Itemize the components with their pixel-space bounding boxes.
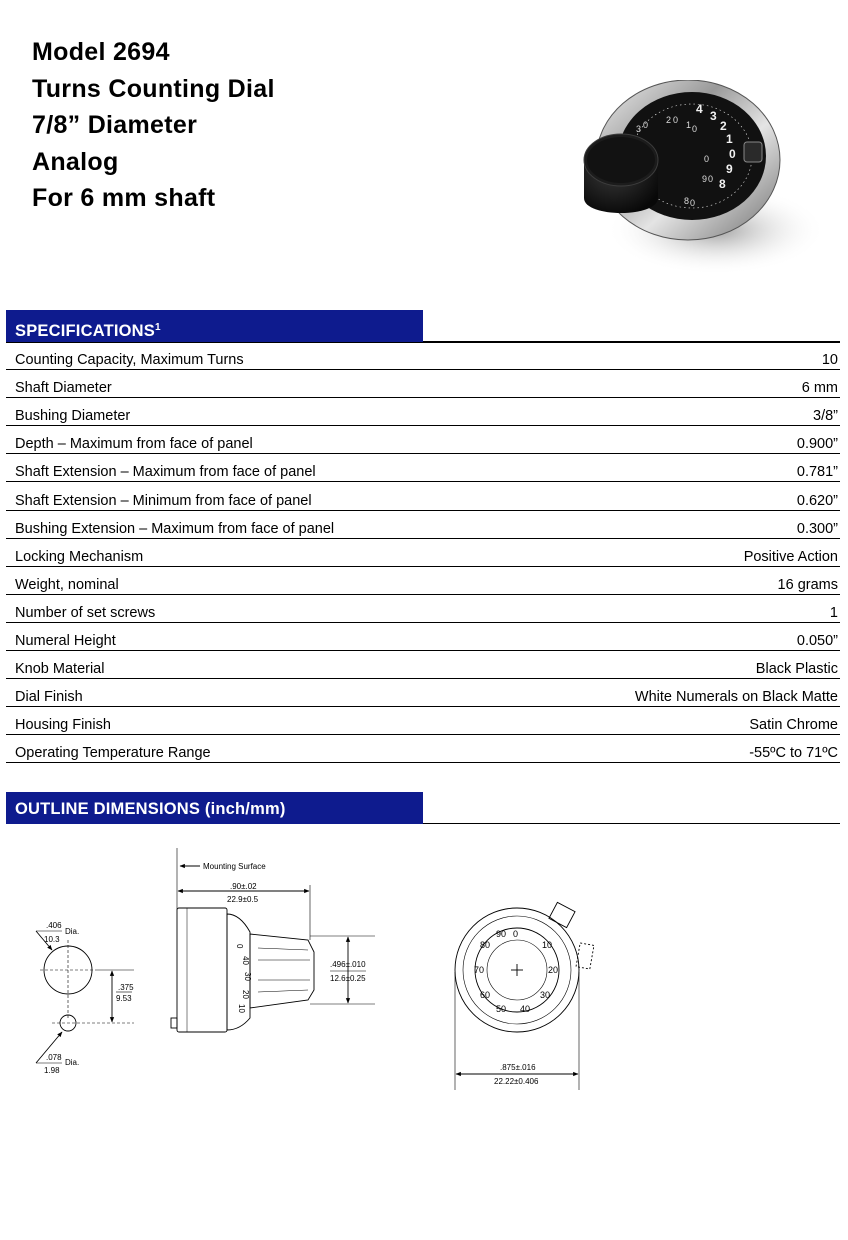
spec-label: Weight, nominal: [15, 576, 119, 593]
table-row: [6, 651, 840, 679]
hole-dia-mm: 10.3: [44, 935, 60, 944]
spec-value: White Numerals on Black Matte: [634, 689, 838, 706]
svg-text:2: 2: [666, 115, 672, 125]
svg-text:8: 8: [684, 196, 690, 206]
hole-dia-note: Dia.: [65, 927, 80, 936]
svg-text:0: 0: [729, 147, 736, 161]
spec-label: Number of set screws: [15, 604, 156, 621]
svg-text:0: 0: [704, 154, 710, 164]
spacing-inch: .375: [118, 983, 134, 992]
specifications-table: [6, 342, 840, 763]
svg-text:30: 30: [540, 990, 551, 1000]
knob-dia-inch: .496±.010: [330, 960, 366, 969]
product-photo: [576, 80, 826, 285]
spacing-mm: 9.53: [116, 994, 132, 1003]
specifications-header: [6, 310, 840, 342]
svg-text:1: 1: [686, 120, 692, 130]
dial-dia-mm: 22.22±0.406: [494, 1077, 539, 1086]
svg-text:70: 70: [474, 965, 485, 975]
table-row: [6, 342, 840, 370]
hole-dia-inch: .406: [46, 921, 62, 930]
front-view: [455, 902, 594, 1090]
spec-value: Black Plastic: [755, 661, 838, 678]
table-row: [6, 539, 840, 567]
spec-label: Housing Finish: [15, 717, 111, 734]
pin-dia-inch: .078: [46, 1053, 62, 1062]
svg-text:0: 0: [692, 124, 698, 134]
dial-dia-inch: .875±.016: [500, 1063, 536, 1072]
spec-value: Positive Action: [743, 548, 838, 565]
svg-text:90: 90: [496, 929, 507, 939]
svg-text:3: 3: [710, 109, 717, 123]
svg-text:0: 0: [513, 929, 519, 939]
svg-text:40: 40: [520, 1004, 531, 1014]
svg-text:0: 0: [673, 115, 679, 125]
svg-text:0: 0: [235, 944, 244, 949]
svg-text:20: 20: [241, 990, 250, 999]
spec-label: Bushing Extension – Maximum from face of panel: [15, 520, 335, 537]
dial-housing: [177, 908, 227, 1032]
spec-value: 16 grams: [777, 576, 838, 593]
outline-drawing: [0, 840, 848, 1110]
spec-value: Satin Chrome: [749, 717, 838, 734]
table-row: [6, 511, 840, 539]
spec-value: 0.781”: [796, 464, 838, 481]
outline-dimensions-title: OUTLINE DIMENSIONS (inch/mm): [6, 792, 423, 824]
spec-value: 0.900”: [796, 436, 838, 453]
spec-value: 10: [821, 352, 838, 369]
pin-dia-mm: 1.98: [44, 1066, 60, 1075]
svg-text:30: 30: [243, 972, 252, 981]
table-row: [6, 595, 840, 623]
knob: [250, 934, 314, 1008]
product-type: Turns Counting Dial: [32, 74, 275, 103]
spec-label: Depth – Maximum from face of panel: [15, 436, 253, 453]
photo-lock-lever: [744, 142, 762, 162]
spec-label: Locking Mechanism: [15, 548, 144, 565]
diameter-title: 7/8” Diameter: [32, 111, 198, 139]
spec-value: 3/8”: [813, 408, 838, 425]
spec-value: 0.300”: [796, 520, 838, 537]
footnote-marker: 1: [155, 322, 161, 333]
spec-value: 0.050”: [796, 633, 838, 650]
svg-text:9: 9: [726, 162, 733, 176]
table-row: [6, 454, 840, 482]
knob-dia-mm: 12.6±0.25: [330, 974, 366, 983]
svg-text:80: 80: [480, 940, 491, 950]
side-view: [171, 848, 375, 1032]
svg-text:0: 0: [708, 174, 714, 184]
table-row: [6, 679, 840, 707]
svg-text:8: 8: [719, 177, 726, 191]
table-row: [6, 707, 840, 735]
spec-label: Numeral Height: [15, 633, 116, 650]
depth-inch: .90±.02: [230, 882, 257, 891]
specifications-title: SPECIFICATIONS$^1$: [6, 310, 423, 342]
table-row: [6, 735, 840, 763]
spec-label: Operating Temperature Range: [15, 745, 211, 762]
spec-label: Knob Material: [15, 661, 105, 678]
svg-text:4: 4: [696, 102, 703, 116]
table-row: [6, 370, 840, 398]
spec-label: Shaft Extension – Maximum from face of panel: [15, 464, 316, 481]
svg-text:0: 0: [643, 120, 649, 130]
svg-text:60: 60: [480, 990, 491, 1000]
spec-label: Counting Capacity, Maximum Turns: [15, 352, 244, 369]
svg-text:2: 2: [720, 119, 727, 133]
svg-text:40: 40: [241, 956, 250, 965]
svg-text:0: 0: [690, 198, 696, 208]
svg-text:3: 3: [636, 124, 642, 134]
table-row: [6, 426, 840, 454]
svg-text:10: 10: [237, 1004, 246, 1013]
svg-text:10: 10: [542, 940, 553, 950]
svg-text:20: 20: [548, 965, 559, 975]
spec-label: Bushing Diameter: [15, 408, 131, 425]
spec-value: 6 mm: [801, 380, 838, 397]
table-row: [6, 482, 840, 510]
svg-text:50: 50: [496, 1004, 507, 1014]
svg-text:1: 1: [726, 132, 733, 146]
side-scale-marks: [235, 944, 252, 1013]
spec-value: 1: [829, 604, 838, 621]
spec-value: 0.620”: [796, 492, 838, 509]
lock-lever: [549, 902, 575, 927]
model-title: Model 2694: [32, 38, 170, 66]
spec-label: Shaft Diameter: [15, 380, 112, 397]
spec-label: Dial Finish: [15, 689, 83, 706]
anti-rotation-pin: [171, 1018, 177, 1028]
pin-dia-note: Dia.: [65, 1058, 80, 1067]
spec-label: Shaft Extension – Minimum from face of panel: [15, 492, 312, 509]
depth-mm: 22.9±0.5: [227, 895, 259, 904]
shaft-size: For 6 mm shaft: [32, 184, 216, 212]
svg-text:9: 9: [702, 174, 708, 184]
mounting-surface-label: Mounting Surface: [203, 862, 266, 871]
table-row: [6, 567, 840, 595]
outline-dimensions-header: [6, 792, 840, 824]
header-rule: [423, 823, 840, 824]
readout-type: Analog: [32, 147, 119, 176]
product-title: [32, 34, 275, 217]
spec-value: -55ºC to 71ºC: [749, 745, 838, 762]
table-row: [6, 398, 840, 426]
table-row: [6, 623, 840, 651]
